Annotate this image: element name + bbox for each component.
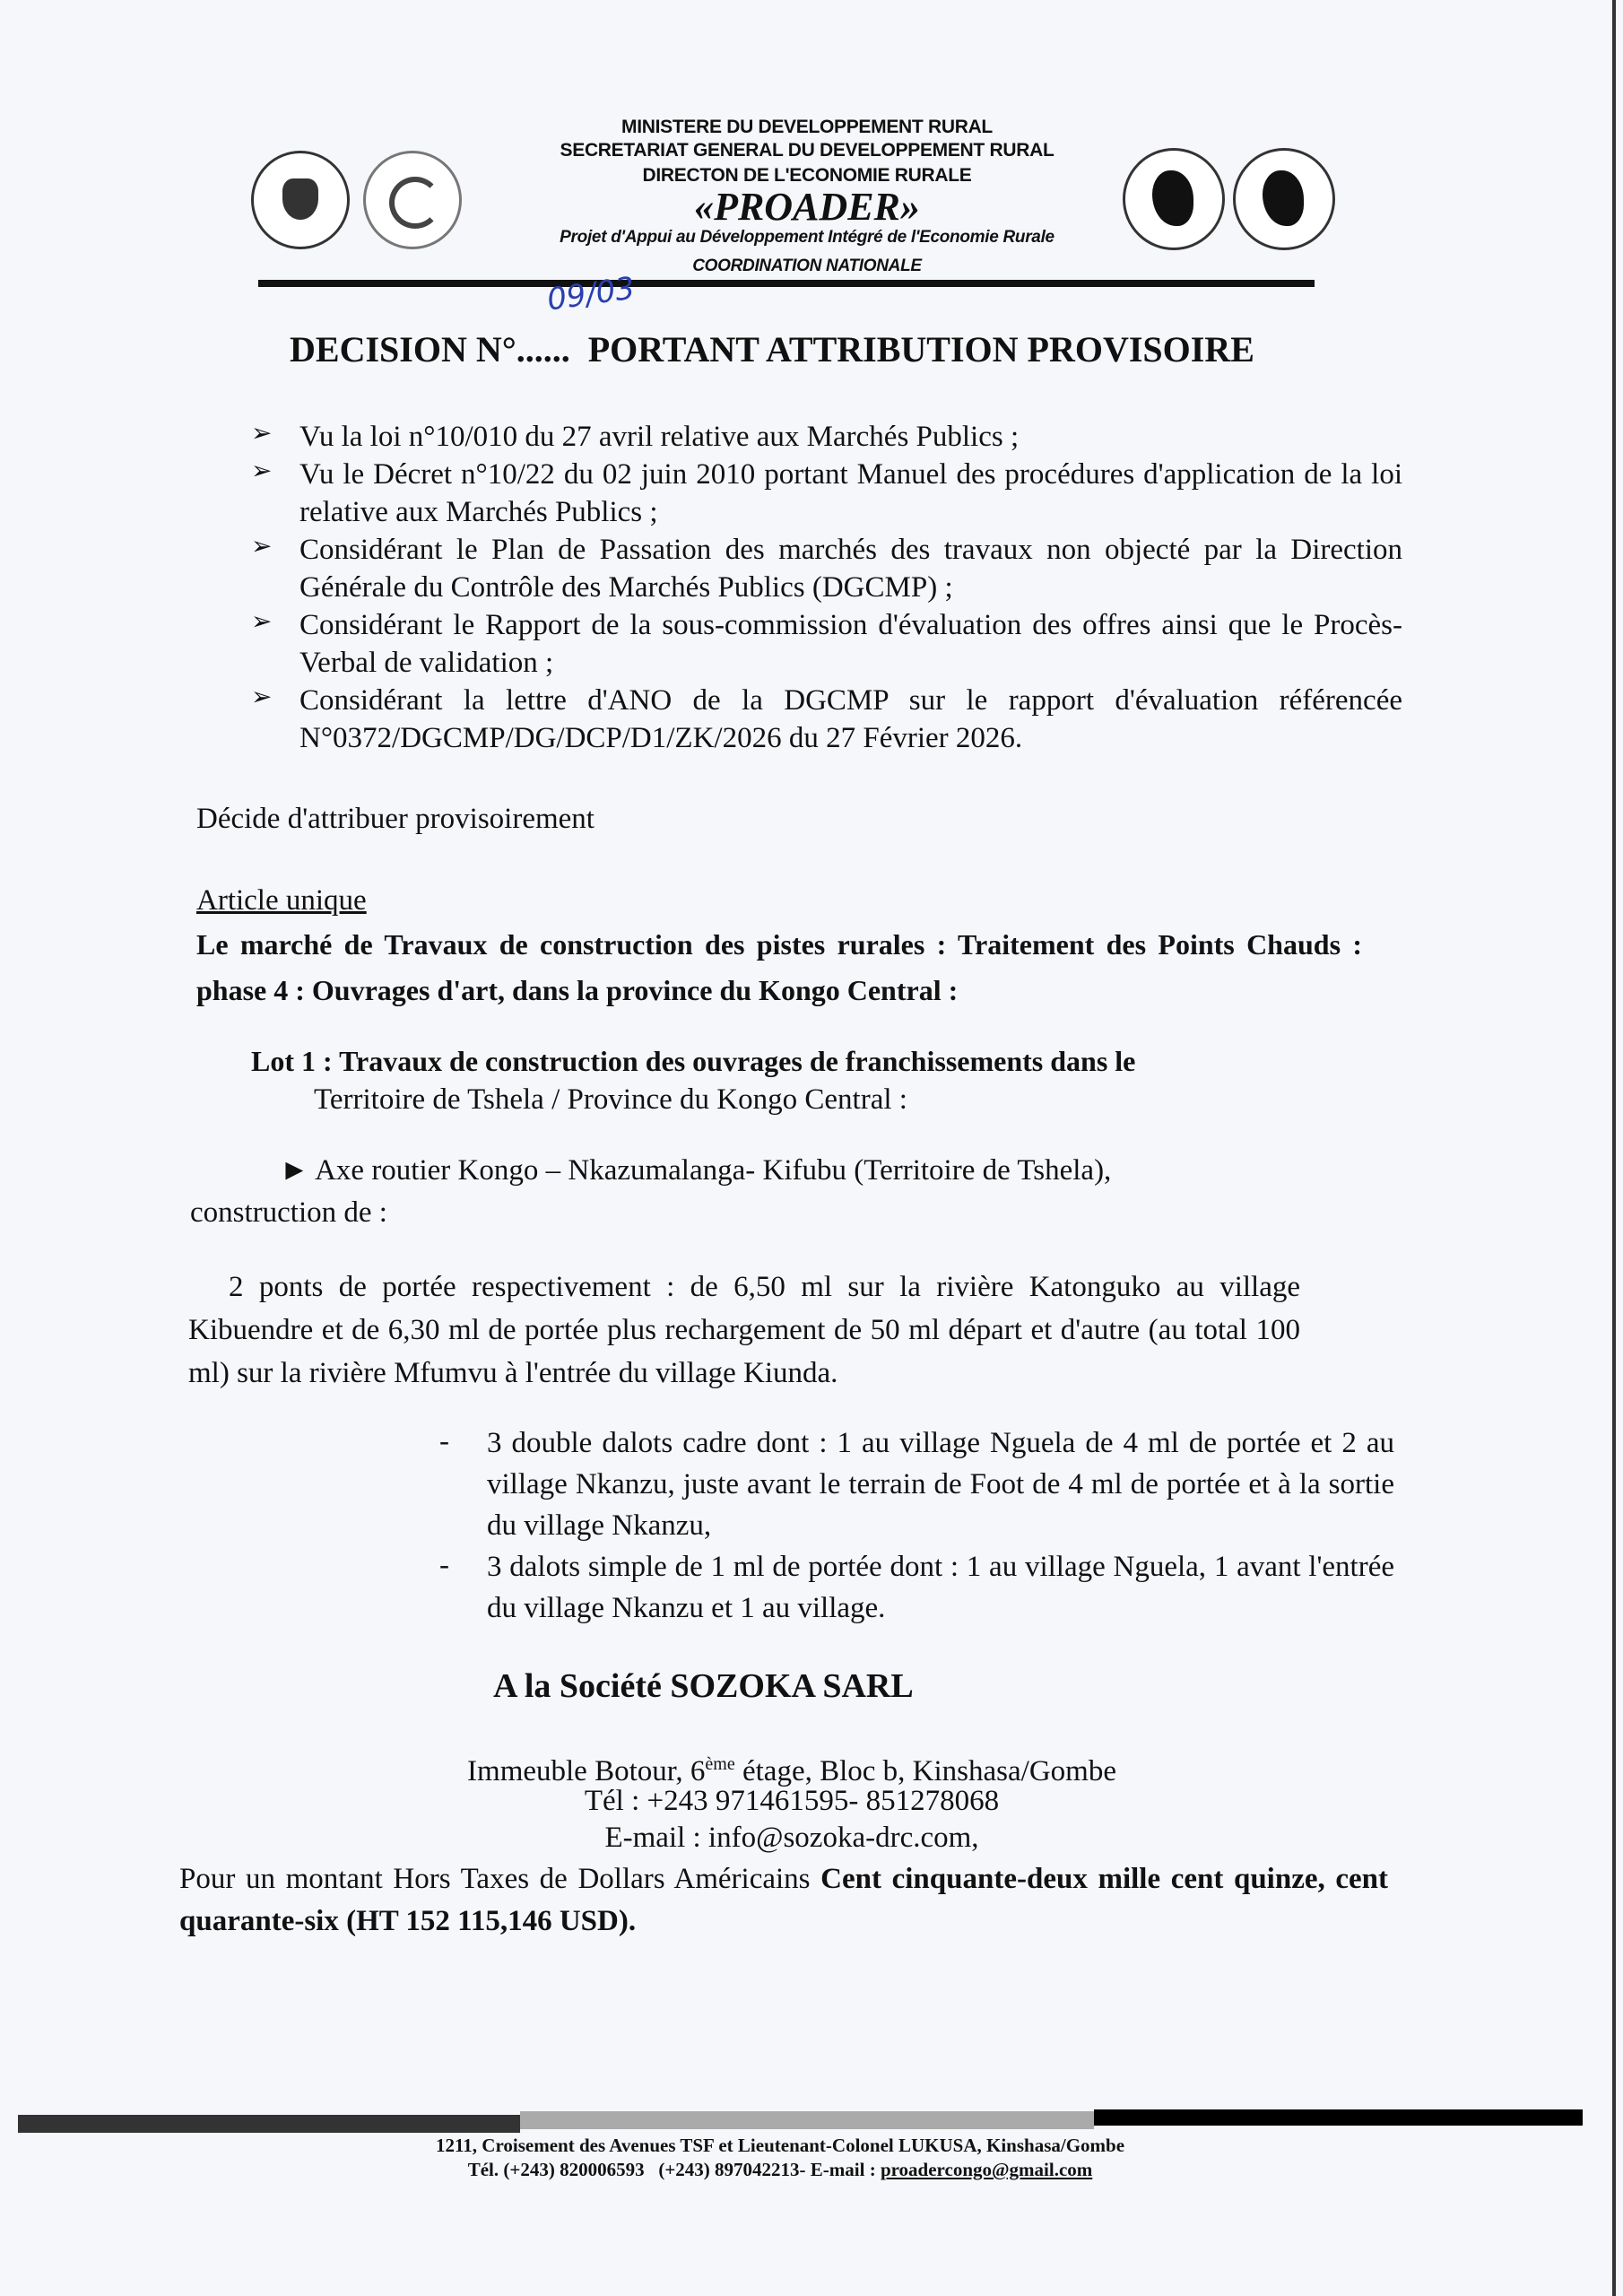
culvert-item: 3 dalots simple de 1 ml de portée dont : 1 au village Nguela, 1 avant l'entrée du village Nkanzu et 1 au village. bbox=[487, 1551, 1394, 1624]
footer-address: 1211, Croisement des Avenues TSF et Lieutenant-Colonel LUKUSA, Kinshasa/Gombe bbox=[435, 2135, 1125, 2156]
footer-phone: Tél. (+243) 820006593 (+243) 897042213- E-mail : bbox=[467, 2159, 881, 2180]
footer-bar-black bbox=[1094, 2109, 1583, 2126]
decision-title-text: PORTANT ATTRIBUTION PROVISOIRE bbox=[587, 329, 1254, 370]
amount-prefix: Pour un montant Hors Taxes de Dollars Américains bbox=[179, 1863, 811, 1895]
footer-bar-dark bbox=[18, 2115, 520, 2133]
road-axis: ► Axe routier Kongo – Nkazumalanga- Kifubu (Territoire de Tshela), bbox=[280, 1154, 1112, 1187]
address-sup: ème bbox=[705, 1754, 735, 1774]
handwritten-decision-number: 09/03 bbox=[544, 270, 638, 318]
bullet-arrow-icon: ➢ bbox=[251, 420, 273, 448]
address-post: étage, Bloc b, Kinshasa/Gombe bbox=[734, 1755, 1116, 1787]
bridges-description: 2 ponts de portée respectivement : de 6,50 ml sur la rivière Katonguko au village Kibuendre et de 6,30 ml de portée plus rechargement de 50 ml départ et d'autre (au total 100 ml) sur la rivière Mfumvu à l'entrée du village Kiunda. bbox=[188, 1271, 1300, 1389]
bullet-arrow-icon: ➢ bbox=[251, 608, 273, 636]
page-edge bbox=[1612, 0, 1616, 2296]
market-description: Le marché de Travaux de construction des pistes rurales : Traitement des Points Chauds : phase 4 : Ouvrages d'art, dans la province du Kongo Central : bbox=[196, 928, 1362, 1006]
bullet-arrow-icon: ➢ bbox=[251, 683, 273, 711]
consideration-item: Considérant le Plan de Passation des marchés des travaux non objecté par la Direction Générale du Contrôle des Marchés Publics (DGCMP) ; bbox=[299, 534, 1402, 604]
footer-contact bbox=[242, 2159, 1318, 2181]
decide-statement: Décide d'attribuer provisoirement bbox=[196, 803, 595, 835]
company-email: E-mail : info@sozoka-drc.com, bbox=[604, 1822, 979, 1854]
bullet-arrow-icon: ➢ bbox=[251, 457, 273, 485]
direction-name: DIRECTON DE L'ECONOMIE RURALE bbox=[642, 165, 972, 186]
amount-value: Cent cinquante-deux mille cent quinze, cent quarante-six (HT 152 115,146 USD). bbox=[179, 1863, 1389, 1937]
ministry-name: MINISTERE DU DEVELOPPEMENT RURAL bbox=[621, 117, 993, 137]
coordination-label: COORDINATION NATIONALE bbox=[692, 257, 922, 275]
lot-title: Lot 1 : Travaux de construction des ouvrages de franchissements dans le bbox=[251, 1045, 1136, 1077]
amount-statement bbox=[179, 1858, 1388, 1943]
decision-number-prefix: DECISION N°...... bbox=[290, 329, 570, 370]
consideration-item: Considérant la lettre d'ANO de la DGCMP sur le rapport d'évaluation référencée N°0372/DGCMP/DG/DCP/D1/ZK/2026 du 27 Février 2026. bbox=[299, 684, 1402, 754]
consideration-item: Vu la loi n°10/010 du 27 avril relative aux Marchés Publics ; bbox=[299, 421, 1020, 453]
proader-title: «PROADER» bbox=[694, 185, 920, 229]
header-rule bbox=[258, 280, 1315, 287]
dash-bullet: - bbox=[439, 1425, 449, 1457]
address-pre: Immeuble Botour, 6 bbox=[467, 1755, 706, 1787]
culvert-item: 3 double dalots cadre dont : 1 au village Nguela de 4 ml de portée et 2 au village Nkanzu, juste avant le terrain de Foot de 4 ml de portée et à la sortie du village Nkanzu, bbox=[487, 1427, 1394, 1542]
decision-title bbox=[290, 328, 1254, 370]
construction-label: construction de : bbox=[190, 1196, 387, 1229]
consideration-item: Considérant le Rapport de la sous-commission d'évaluation des offres ainsi que le Procès-Verbal de validation ; bbox=[299, 609, 1402, 679]
company-phone: Tél : +243 971461595- 851278068 bbox=[584, 1785, 1000, 1817]
footer-email-link[interactable]: proadercongo@gmail.com bbox=[880, 2159, 1093, 2180]
consideration-item: Vu le Décret n°10/22 du 02 juin 2010 portant Manuel des procédures d'application de la loi relative aux Marchés Publics ; bbox=[299, 458, 1402, 528]
company-name: A la Société SOZOKA SARL bbox=[493, 1667, 914, 1705]
dash-bullet: - bbox=[439, 1549, 449, 1581]
footer-bar-grey bbox=[520, 2111, 1094, 2129]
lot-location: Territoire de Tshela / Province du Kongo Central : bbox=[314, 1083, 907, 1116]
secretariat-name: SECRETARIAT GENERAL DU DEVELOPPEMENT RURAL bbox=[560, 140, 1055, 161]
project-subtitle: Projet d'Appui au Développement Intégré de l'Economie Rurale bbox=[560, 228, 1055, 247]
article-heading: Article unique bbox=[196, 884, 367, 917]
bullet-arrow-icon: ➢ bbox=[251, 533, 273, 561]
